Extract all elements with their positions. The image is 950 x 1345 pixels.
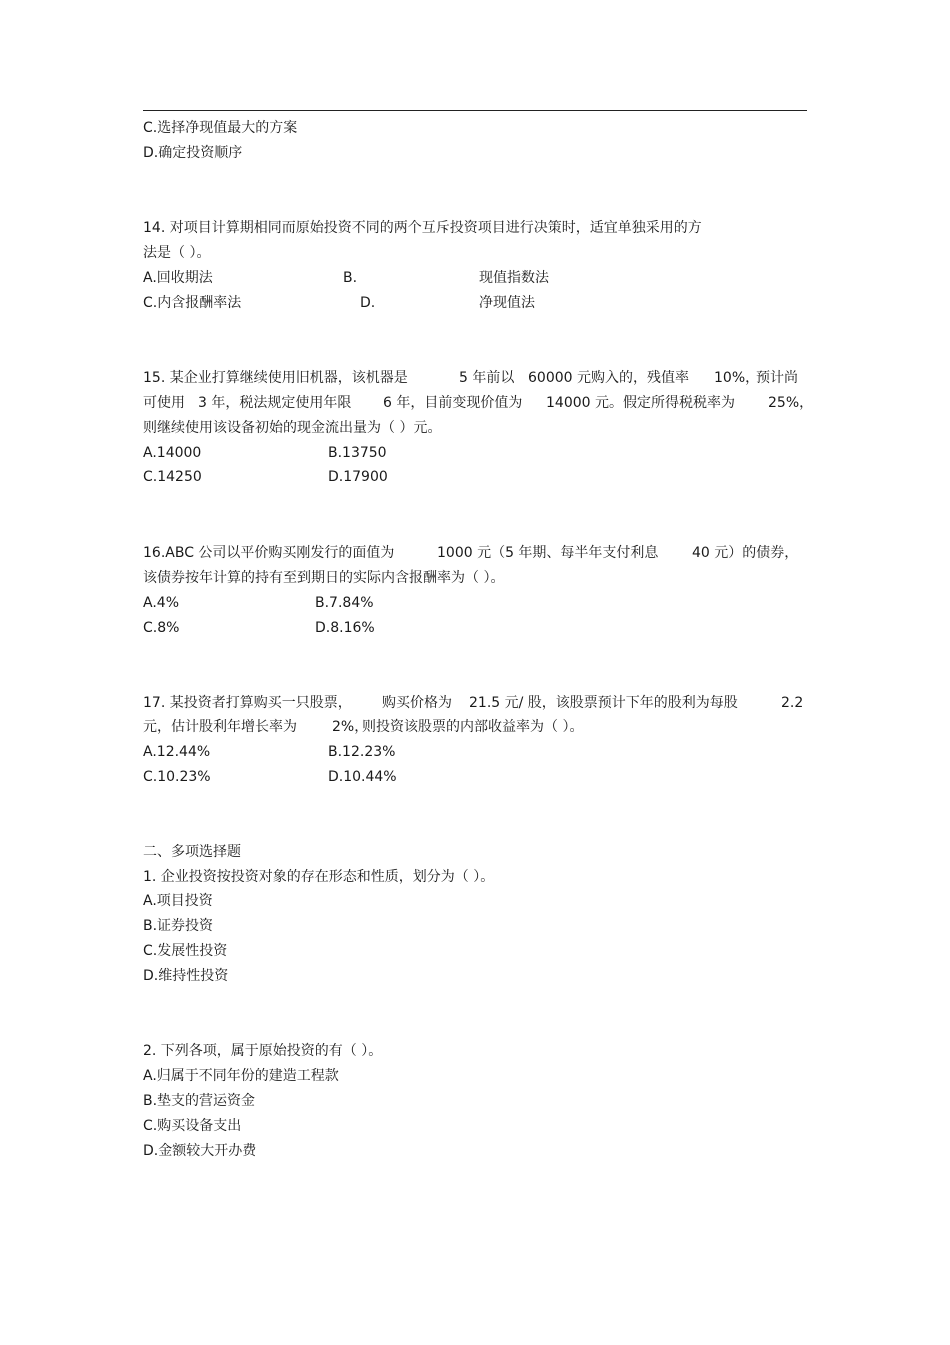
m2-option-a: A.归属于不同年份的建造工程款 (143, 1068, 339, 1084)
q14-stem-line1: 14. 对项目计算期相同而原始投资不同的两个互斥投资项目进行决策时，适宜单独采用的方 (143, 220, 702, 236)
header-rule (143, 110, 807, 111)
q15-option-c: C.14250 (143, 469, 202, 485)
q14-option-a: A.回收期法 (143, 270, 213, 286)
q14-option-c: C.内含报酬率法 (143, 295, 242, 311)
m1-option-b: B.证券投资 (143, 918, 214, 934)
prev-option-c: C.选择净现值最大的方案 (143, 120, 298, 136)
q16-stem-l1-part3: 40 元）的债券， (692, 545, 799, 561)
q16-option-d: D.8.16% (315, 620, 375, 636)
m1-stem: 1. 企业投资按投资对象的存在形态和性质，划分为（ ）。 (143, 869, 495, 885)
q14-option-d-key: D. (360, 295, 376, 311)
q15-option-b: B.13750 (328, 445, 387, 461)
q17-stem-l2-part3: 则投资该股票的内部收益率为（ ）。 (362, 719, 584, 735)
q14-option-d-text: 净现值法 (479, 295, 535, 311)
m1-option-a: A.项目投资 (143, 893, 213, 909)
q17-option-b: B.12.23% (328, 744, 396, 760)
q15-stem-l2-part5: 25%， (768, 395, 814, 411)
q17-option-d: D.10.44% (328, 769, 397, 785)
m1-option-c: C.发展性投资 (143, 943, 228, 959)
m2-option-d: D.金额较大开办费 (143, 1143, 257, 1159)
q17-stem-l2-part1: 元，估计股利年增长率为 (143, 719, 297, 735)
q17-stem-l1-part1: 17. 某投资者打算购买一只股票， (143, 695, 352, 711)
q15-option-d: D.17900 (328, 469, 388, 485)
q17-option-a: A.12.44% (143, 744, 211, 760)
m2-option-b: B.垫支的营运资金 (143, 1093, 256, 1109)
q17-stem-l2-part2: 2%， (332, 719, 369, 735)
q14-option-b-key: B. (343, 270, 358, 286)
q15-stem-l1-part4: 10%， (714, 370, 760, 386)
q16-stem-line2: 该债券按年计算的持有至到期日的实际内含报酬率为（ ）。 (143, 570, 505, 586)
q15-stem-l1-part5: 预计尚 (756, 370, 798, 386)
m1-option-d: D.维持性投资 (143, 968, 229, 984)
q16-stem-l1-part1: 16.ABC 公司以平价购买刚发行的面值为 (143, 545, 395, 561)
q15-stem-l1-part1: 15. 某企业打算继续使用旧机器，该机器是 (143, 370, 408, 386)
m2-option-c: C.购买设备支出 (143, 1118, 242, 1134)
q15-stem-l2-part1: 可使用 (143, 395, 185, 411)
q17-stem-l1-part3: 21.5 元/ 股，该股票预计下年的股利为每股 (469, 695, 738, 711)
q17-option-c: C.10.23% (143, 769, 211, 785)
q15-stem-l2-part4: 14000 元。假定所得税税率为 (546, 395, 735, 411)
section-title: 二、多项选择题 (143, 844, 241, 860)
q15-stem-l2-part3: 6 年，目前变现价值为 (383, 395, 523, 411)
q15-stem-l1-part2: 5 年前以 (459, 370, 515, 386)
q17-stem-l1-part2: 购买价格为 (382, 695, 452, 711)
q16-option-a: A.4% (143, 595, 179, 611)
q15-stem-line3: 则继续使用该设备初始的现金流出量为（ ）元。 (143, 420, 442, 436)
q15-stem-l1-part3: 60000 元购入的，残值率 (528, 370, 689, 386)
q16-option-b: B.7.84% (315, 595, 374, 611)
q17-stem-l1-part4: 2.2 (781, 695, 804, 711)
q16-option-c: C.8% (143, 620, 180, 636)
q14-stem-line2: 法是（ ）。 (143, 245, 211, 261)
m2-stem: 2. 下列各项，属于原始投资的有（ ）。 (143, 1043, 383, 1059)
q15-stem-l2-part2: 3 年，税法规定使用年限 (198, 395, 352, 411)
q15-option-a: A.14000 (143, 445, 202, 461)
q14-option-b-text: 现值指数法 (479, 270, 549, 286)
prev-option-d: D.确定投资顺序 (143, 145, 243, 161)
q16-stem-l1-part2: 1000 元（5 年期、每半年支付利息 (437, 545, 659, 561)
